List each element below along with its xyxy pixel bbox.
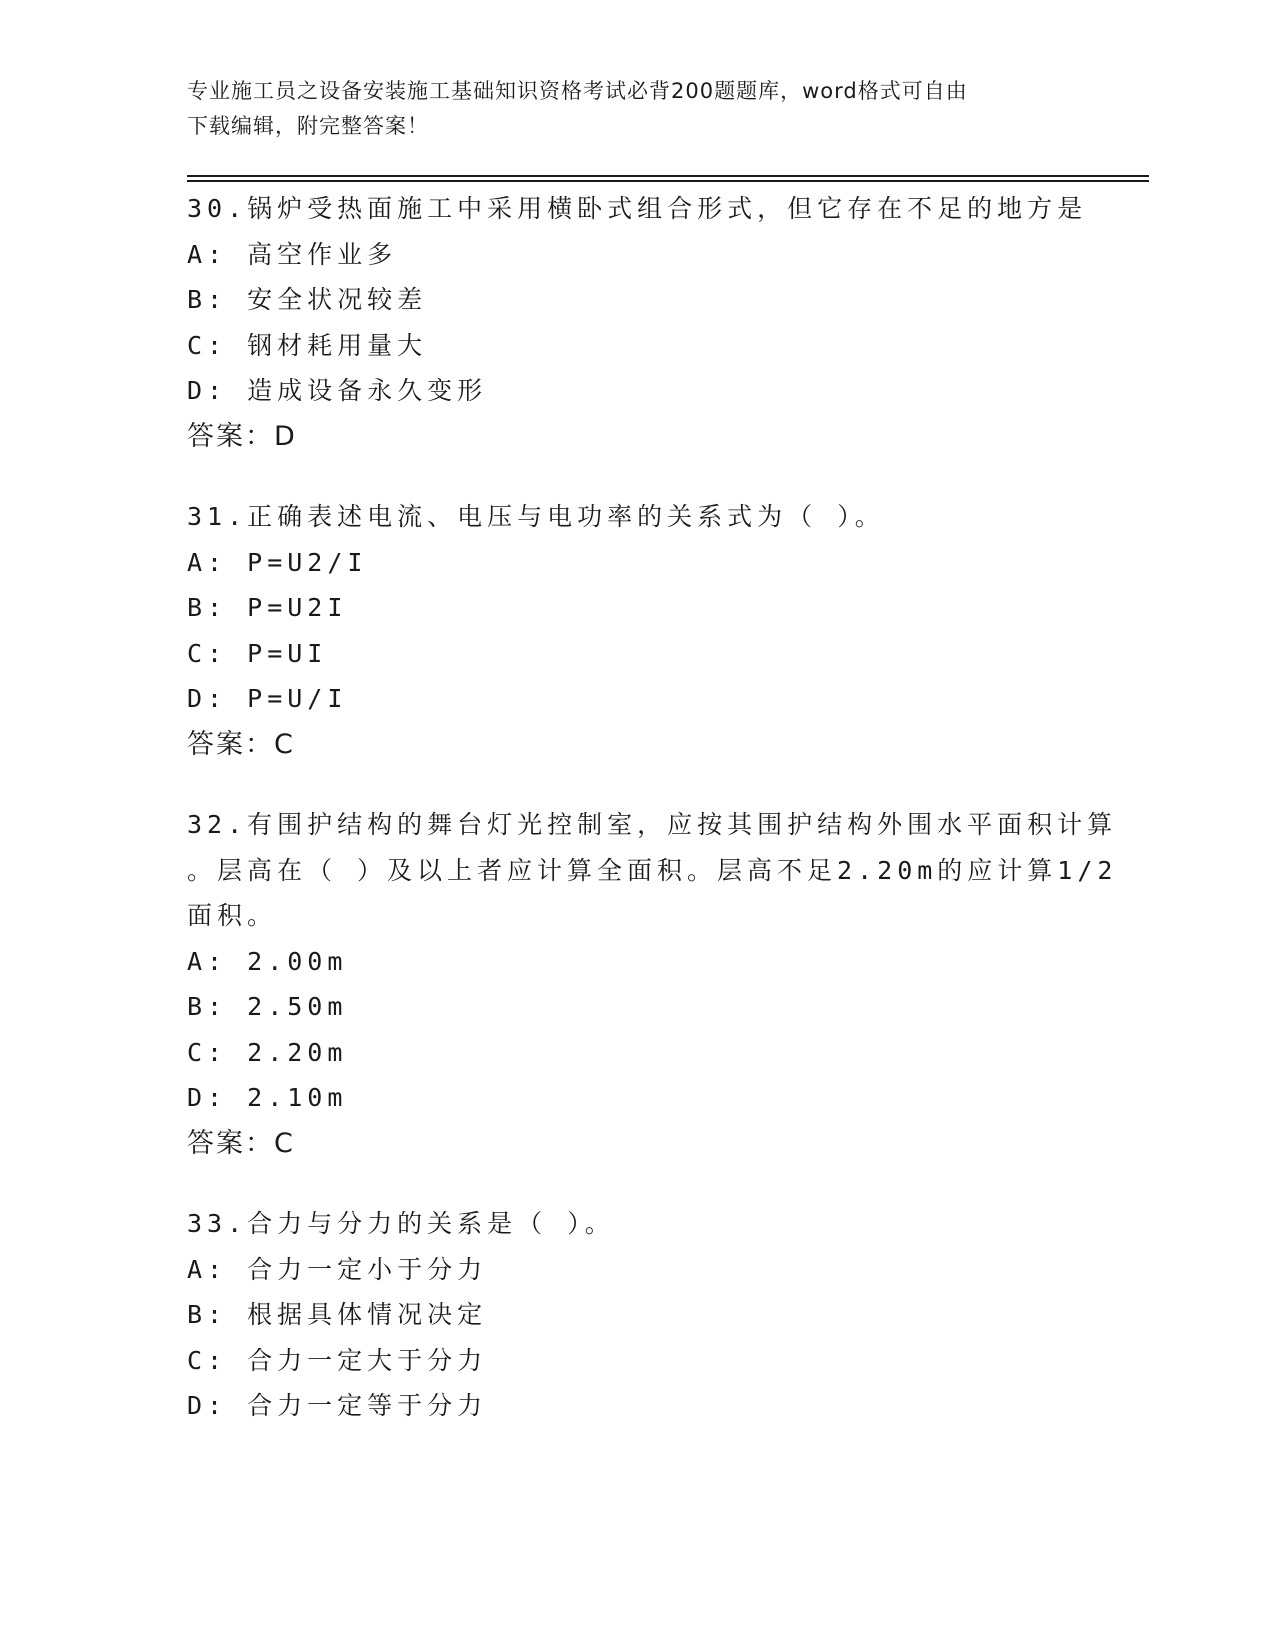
option-d: D: 造成设备永久变形 <box>187 376 488 405</box>
question-stem-line: 32.有围护结构的舞台灯光控制室，应按其围护结构外围水平面积计算 <box>187 810 1118 839</box>
question-stem <box>187 1201 1087 1247</box>
option-c: C: 钢材耗用量大 <box>187 330 428 360</box>
answer-label: 答案：D <box>187 420 297 452</box>
option-b: B: 安全状况较差 <box>187 285 428 314</box>
option-a: A: 2.00m <box>187 946 348 976</box>
option-a: A: P=U2/I <box>187 547 368 577</box>
question-33 <box>187 1201 1087 1429</box>
option-d: D: 合力一定等于分力 <box>187 1391 488 1420</box>
option-a: A: 高空作业多 <box>187 239 398 269</box>
question-stem-line: 33.合力与分力的关系是（ ）。 <box>187 1209 615 1238</box>
header-line-1: 专业施工员之设备安装施工基础知识资格考试必背200题题库，word格式可自由 <box>187 79 968 103</box>
option-b: B: 根据具体情况决定 <box>187 1300 488 1329</box>
answer-label: 答案：C <box>187 728 295 760</box>
option-d: D: P=U/I <box>187 684 348 713</box>
question-stem <box>187 494 1087 540</box>
option-c: C: 合力一定大于分力 <box>187 1345 488 1375</box>
header-divider-top <box>187 175 1149 177</box>
option-c: C: P=UI <box>187 638 328 668</box>
option-d: D: 2.10m <box>187 1083 348 1112</box>
option-a: A: 合力一定小于分力 <box>187 1254 488 1284</box>
question-stem-line: 。层高在（ ）及以上者应计算全面积。层高不足2.20m的应计算1/2 <box>187 855 1118 885</box>
question-30 <box>187 186 1087 459</box>
option-b: B: 2.50m <box>187 992 348 1021</box>
question-stem <box>187 802 1118 939</box>
question-31 <box>187 494 1087 767</box>
header-divider-bottom <box>187 180 1149 182</box>
option-c: C: 2.20m <box>187 1037 348 1067</box>
answer-label: 答案：C <box>187 1127 295 1159</box>
option-b: B: P=U2I <box>187 593 348 622</box>
question-stem <box>187 186 1087 232</box>
header-line-2: 下载编辑，附完整答案！ <box>187 114 429 138</box>
question-32 <box>187 802 1118 1166</box>
document-header <box>187 74 1067 144</box>
question-stem-line: 31.正确表述电流、电压与电功率的关系式为（ ）。 <box>187 502 885 531</box>
question-stem-line: 30.锅炉受热面施工中采用横卧式组合形式，但它存在不足的地方是 <box>187 194 1088 223</box>
question-stem-line: 面积。 <box>187 901 278 930</box>
question-list <box>187 186 1118 1464</box>
